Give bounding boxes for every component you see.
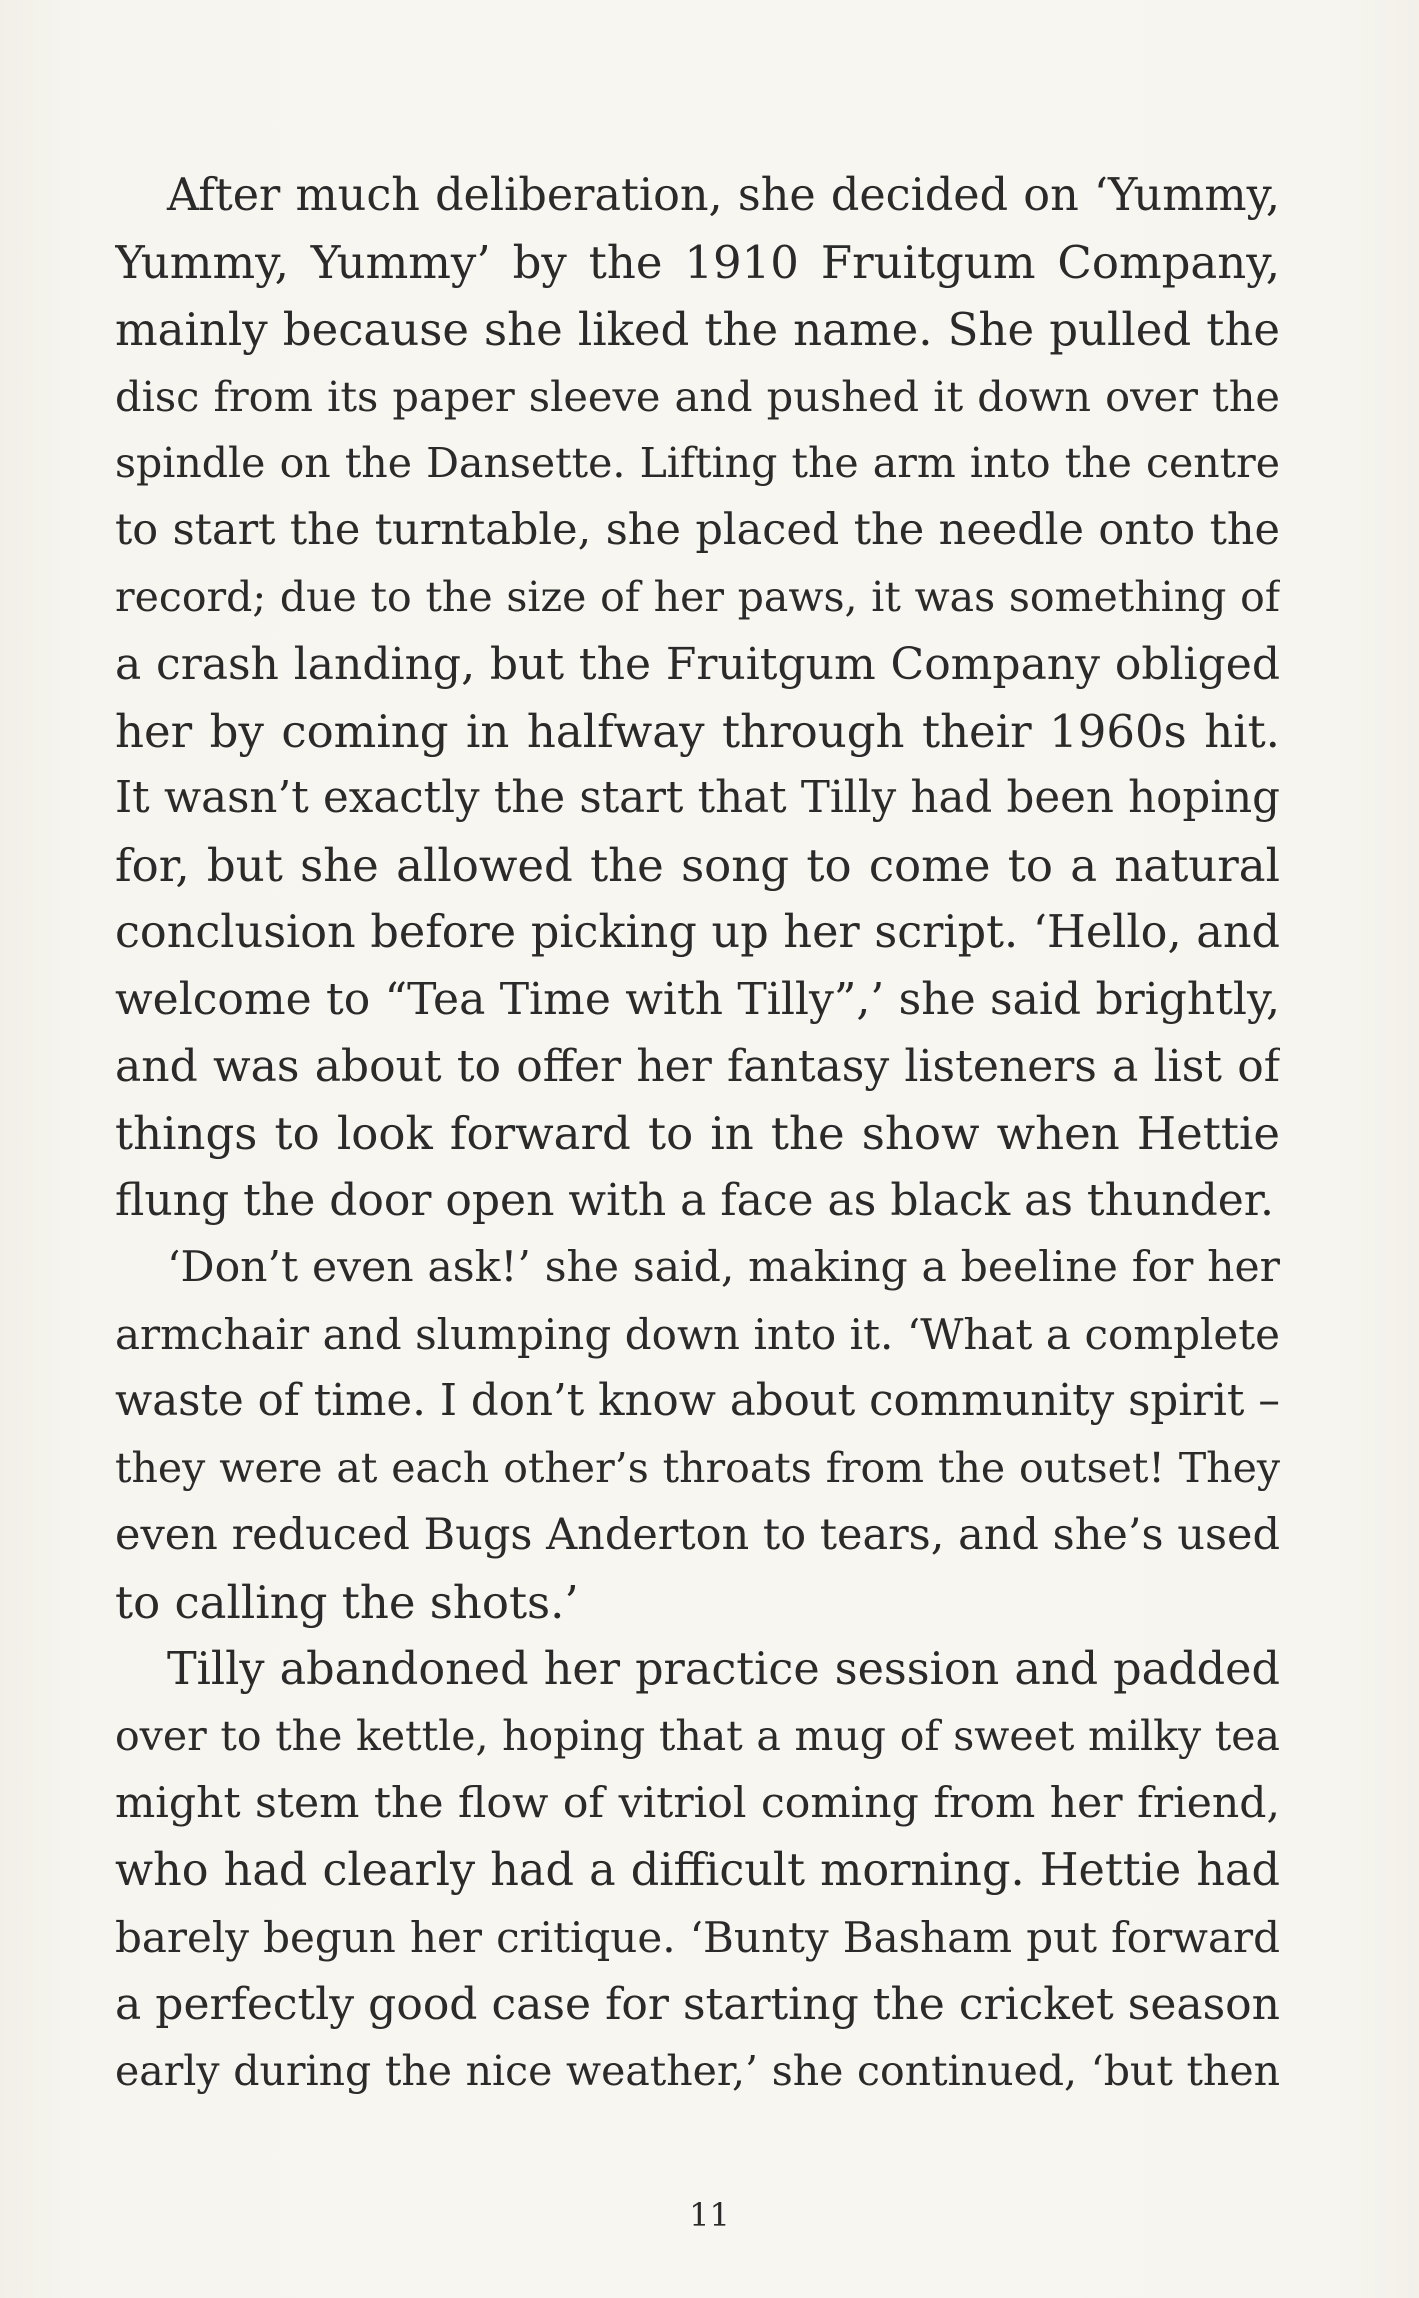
text-line: for, but she allowed the song to come to a natural [115, 839, 1280, 892]
text-line: barely begun her critique. ‘Bunty Basham put forward [115, 1913, 1280, 1962]
text-line: armchair and slumping down into it. ‘What a complete [115, 1310, 1280, 1359]
text-line: a perfectly good case for starting the cricket season [115, 1979, 1280, 2030]
text-line: After much deliberation, she decided on ‘Yummy, [167, 170, 1280, 221]
text-line: early during the nice weather,’ she continued, ‘but then [115, 2047, 1280, 2095]
text-line: they were at each other’s throats from the outset! They [115, 1444, 1280, 1492]
text-line: flung the door open with a face as black as thunder. [115, 1175, 1274, 1226]
text-line: who had clearly had a difficult morning. Hettie had [115, 1845, 1280, 1896]
text-line: ‘Don’t even ask!’ she said, making a beeline for her [167, 1243, 1280, 1292]
text-line: might stem the flow of vitriol coming from her friend, [115, 1779, 1280, 1828]
text-line: Tilly abandoned her practice session and padded [167, 1644, 1280, 1695]
text-line: even reduced Bugs Anderton to tears, and she’s used [115, 1510, 1280, 1560]
text-line: welcome to “Tea Time with Tilly”,’ she said brightly, [115, 974, 1280, 1025]
text-line: her by coming in halfway through their 1960s hit. [115, 705, 1280, 758]
text-line: waste of time. I don’t know about community spirit – [115, 1376, 1280, 1426]
text-line: spindle on the Dansette. Lifting the arm into the centre [115, 439, 1280, 487]
text-line: to calling the shots.’ [115, 1576, 579, 1629]
page-number: 11 [689, 2196, 730, 2234]
text-line: Yummy, Yummy’ by the 1910 Fruitgum Company, [115, 236, 1280, 289]
text-line: record; due to the size of her paws, it was something of [115, 573, 1280, 621]
text-line: mainly because she liked the name. She pulled the [115, 303, 1280, 356]
text-line: a crash landing, but the Fruitgum Company obliged [115, 639, 1280, 690]
text-line: to start the turntable, she placed the needle onto the [115, 505, 1280, 555]
text-line: over to the kettle, hoping that a mug of sweet milky tea [115, 1712, 1280, 1760]
text-line: disc from its paper sleeve and pushed it down over the [115, 372, 1280, 421]
text-line: It wasn’t exactly the start that Tilly had been hoping [115, 773, 1280, 823]
text-line: and was about to offer her fantasy listeners a list of [115, 1041, 1280, 1092]
text-line: conclusion before picking up her script. ‘Hello, and [115, 907, 1280, 958]
body-text [115, 162, 1280, 2105]
text-line: things to look forward to in the show when Hettie [115, 1107, 1280, 1160]
